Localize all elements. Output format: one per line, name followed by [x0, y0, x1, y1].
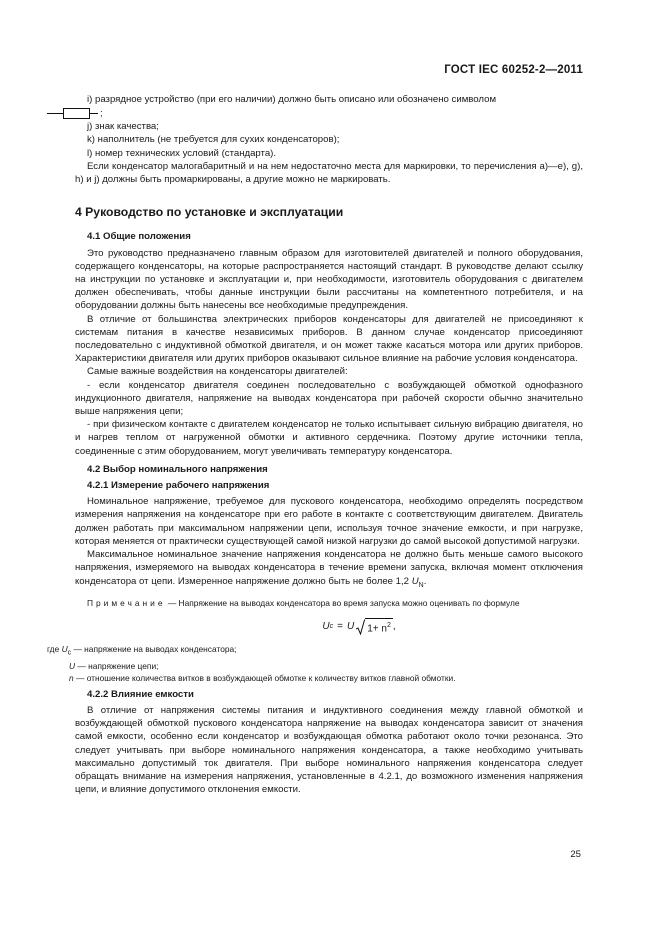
- paragraph-8: В отличие от напряжения системы питания и индуктивного соединения между главной обмоткой и возбуждающей обмоткой пускового конденсатора напряжение на выводах конденсатора зависит от значения самой емкости, особенно если конденсатор и возбуждающая обмотка работают около точки резонанса. Это следует учитывать при выборе номинального напряжения конденсатора, а также необходимо учитывать максимально допустимый ток двигателя. При выборе номинального напряжения конденсатора следует обращать внимание на измерения напряжения, установленные в 4.2.1, до возможного изменения напряжения цепи, и влияние допустимого отклонения емкости.: [75, 705, 583, 796]
- paragraph-7-sub: N: [418, 581, 424, 589]
- resistor-symbol-icon: [47, 108, 98, 119]
- definition-n-text: — отношение количества витков в возбуждающей обмотке к количеству витков главной обмотки.: [76, 672, 456, 683]
- formula-radical: [356, 618, 393, 636]
- definition-uc-sub: c: [67, 649, 72, 657]
- paragraph-2: В отличие от большинства электрических приборов конденсаторы для двигателей не присоединяют к системам питания в качестве независимых приборов. В данном случае конденсатор присоединяют последовательно с индуктивной обмоткой двигателя, и он может также касаться мотора или других приборов. Характеристики двигателя или других приборов оказывают сильное влияние на рабочие условия конденсатора.: [75, 313, 583, 365]
- formula-lhs-sub: c: [329, 622, 334, 630]
- paragraph-1: Это руководство предназначено главным образом для изготовителей двигателей и полного оборудования, содержащего конденсаторы, на которые распространяется настоящий стандарт. В руководстве делают ссылку на инструкции по установке и эксплуатации и, при необходимости, изготовитель оборудования с двигателем должен обеспечивать, чтобы данные инструкции были рассчитаны на компетентного потребителя, и на оборудовании должны быть нанесены все необходимые предупреждения.: [75, 247, 583, 312]
- list-item-i: [75, 93, 583, 106]
- formula-definitions: [47, 643, 583, 684]
- list-item-j: j) знак качества;: [87, 121, 159, 133]
- definition-u-text: — напряжение цепи;: [77, 660, 159, 671]
- list-item-l: l) номер технических условий (стандарта).: [87, 147, 277, 159]
- definition-u: [69, 660, 583, 672]
- sqrt-icon: [356, 619, 365, 635]
- list-item-i-text: i) разрядное устройство (при его наличии) должно быть описано или обозначено символом: [87, 94, 497, 105]
- paragraph-5: - при физическом контакте с двигателем конденсатор не только испытывает сильную вибрацию двигателя, но и нагрев теплом от нагруженной обмотки и активного сердечника. Поэтому другие источники тепла, соединенные с этим оборудованием, могут увеличивать температуру конденсатора.: [75, 419, 583, 457]
- formula: [135, 618, 583, 636]
- formula-u: U: [346, 620, 355, 632]
- standard-header: ГОСТ IEC 60252-2—2011: [444, 64, 583, 76]
- definition-uc: [47, 643, 583, 660]
- definition-uc-var: U: [61, 644, 68, 655]
- section-4-1-heading: 4.1 Общие положения: [87, 231, 191, 243]
- paragraph-7-end: .: [423, 575, 427, 587]
- section-4-2-2-heading: 4.2.2 Влияние емкости: [87, 688, 194, 700]
- formula-tail: ,: [392, 620, 396, 632]
- paragraph-4: - если конденсатор двигателя соединен последовательно с возбуждающей обмоткой однофазного индукционного двигателя, напряжение на выводах конденсатора при рабочей скорости обычно значительно выше напряжения цепи;: [75, 379, 583, 418]
- list-item-k: k) наполнитель (не требуется для сухих конденсаторов);: [87, 134, 340, 146]
- definition-prefix: где: [47, 644, 60, 655]
- paragraph-3: Самые важные воздействия на конденсаторы двигателей:: [87, 366, 348, 378]
- definition-n-var: n: [69, 672, 74, 683]
- definition-n: [69, 672, 583, 684]
- definition-u-var: U: [69, 660, 76, 671]
- list-item-i-tail: ;: [100, 107, 103, 119]
- paragraph-6: Номинальное напряжение, требуемое для пускового конденсатора, необходимо определять посредством измерения напряжения на конденсаторе при его работе в контакте с соответствующим двигателем. Двигатель должен работать при максимальном напряжении цепи, используя точное значение емкости, и при нагрузке, которая меняется от практически существующей самой низкой нагрузки до самой высокой допустимой нагрузки.: [75, 496, 583, 547]
- definition-uc-text: — напряжение на выводах конденсатора;: [73, 644, 237, 655]
- paragraph-7: [75, 548, 583, 592]
- paragraph-7-text: Максимальное номинальное значение напряжения конденсатора не должно быть меньше самого высокого напряжения, измеряемого на выводах конденсатора в течение времени запуска, включая момент отключения конденсатора от цепи. Измеренное напряжение должно быть не более 1,2: [75, 549, 583, 587]
- section-4-2-1-heading: 4.2.1 Измерение рабочего напряжения: [87, 480, 270, 492]
- section-4-2-heading: 4.2 Выбор номинального напряжения: [87, 463, 268, 475]
- page-number: 25: [570, 849, 581, 860]
- paragraph-7-var: U: [411, 575, 419, 587]
- formula-radicand: [365, 618, 393, 636]
- formula-power: 2: [386, 621, 391, 629]
- formula-lhs: U: [322, 620, 330, 632]
- note-text: — Напряжение на выводах конденсатора во время запуска можно оценивать по формуле: [167, 597, 520, 608]
- page-content: [47, 93, 583, 796]
- section-4-heading: 4 Руководство по установке и эксплуатации: [75, 205, 344, 220]
- small-capacitor-paragraph: Если конденсатор малогабаритный и на нем недостаточно места для маркировки, то перечисления а)—е), g), h) и j) должны быть промаркированы, а другие можно не маркировать.: [75, 160, 583, 186]
- note: [87, 597, 583, 609]
- formula-eq: =: [337, 620, 343, 632]
- discharge-symbol-line: [47, 106, 583, 120]
- note-label: Примечание: [87, 597, 166, 608]
- formula-radicand-text: 1+ n: [367, 622, 387, 634]
